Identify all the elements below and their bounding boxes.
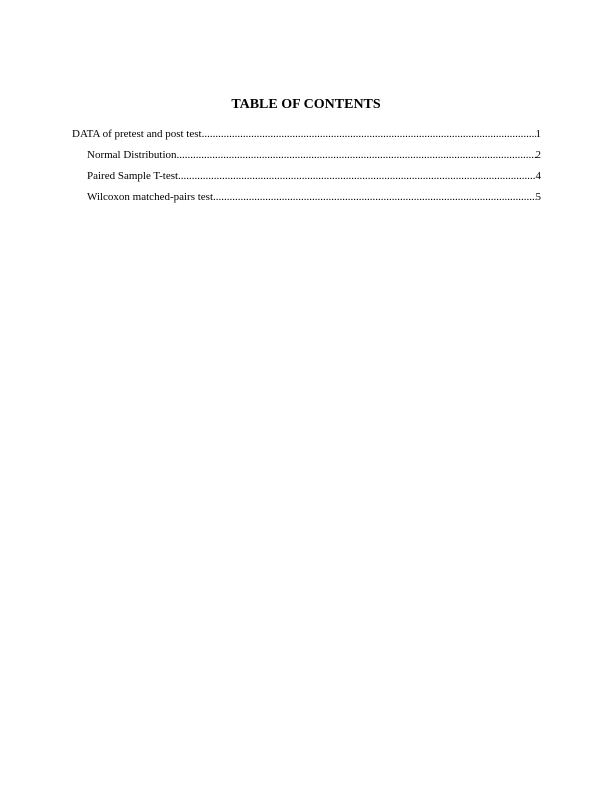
toc-entry-normal-distribution[interactable] [72, 148, 541, 162]
toc-entry-page-number[interactable]: 4 [535, 170, 541, 182]
toc-entry-page-number[interactable]: 5 [535, 191, 541, 203]
toc-entry-paired-sample-t-test[interactable] [72, 169, 541, 183]
toc-entry-text[interactable]: Wilcoxon matched-pairs test [87, 191, 214, 203]
toc-dot-leader [177, 148, 536, 162]
toc-list [72, 127, 541, 211]
toc-dot-leader [213, 190, 535, 204]
toc-title: TABLE OF CONTENTS [231, 97, 381, 112]
toc-entry-data-pretest-posttest[interactable] [72, 127, 541, 141]
toc-entry-page-number[interactable]: 2 [535, 149, 541, 161]
toc-dot-leader [178, 169, 535, 183]
toc-entry-text[interactable]: DATA of pretest and post test [72, 128, 202, 140]
toc-entry-text[interactable]: Normal Distribution [87, 149, 177, 161]
toc-entry-text[interactable]: Paired Sample T-test [87, 170, 179, 182]
toc-entry-page-number[interactable]: 1 [535, 128, 541, 140]
toc-entry-wilcoxon-test[interactable] [72, 190, 541, 204]
toc-dot-leader [202, 127, 536, 141]
